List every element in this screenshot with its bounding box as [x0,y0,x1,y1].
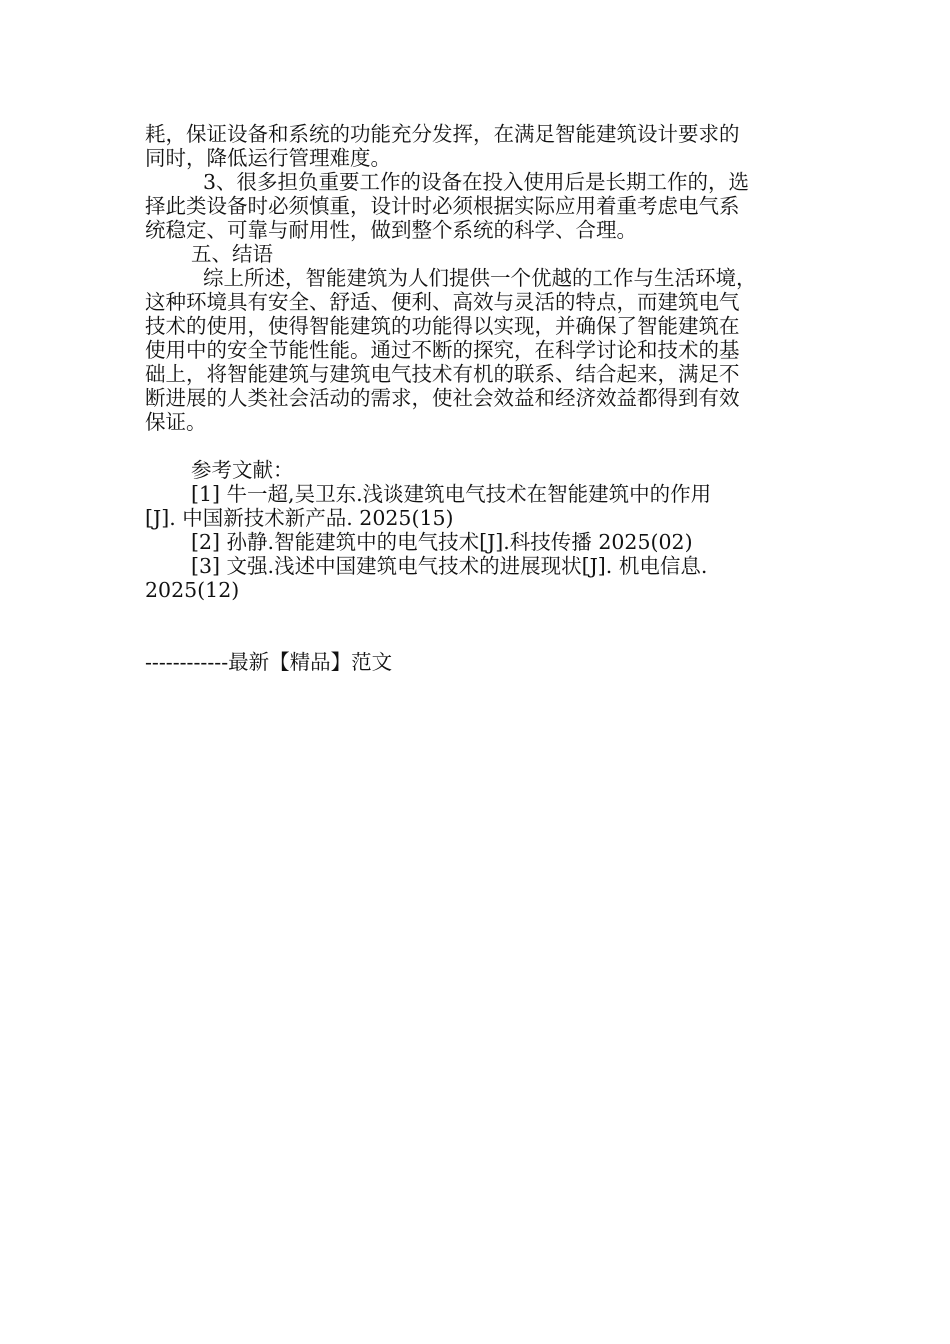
text-line: 这种环境具有安全、舒适、便利、高效与灵活的特点，而建筑电气 [145,290,740,314]
text-line: 同时，降低运行管理难度。 [145,146,391,170]
paragraph-3 [145,266,795,434]
text-line: 技术的使用，使得智能建筑的功能得以实现，并确保了智能建筑在 [145,314,740,338]
text-line: 耗，保证设备和系统的功能充分发挥，在满足智能建筑设计要求的 [145,122,740,146]
references-heading: 参考文献： [191,458,294,482]
text-line: 择此类设备时必须慎重，设计时必须根据实际应用着重考虑电气系 [145,194,740,218]
blank-line [145,434,795,458]
text-line: 础上，将智能建筑与建筑电气技术有机的联系、结合起来，满足不 [145,362,740,386]
text-line: 3、很多担负重要工作的设备在投入使用后是长期工作的，选 [203,170,750,194]
paragraph-1 [145,122,795,170]
text-line: 断进展的人类社会活动的需求，使社会效益和经济效益都得到有效 [145,386,740,410]
references-section [145,458,795,602]
reference-item-2: [2] 孙静.智能建筑中的电气技术[J].科技传播 2025(02) [191,530,693,554]
paragraph-2 [145,170,795,242]
document-page [145,122,795,674]
text-line: 使用中的安全节能性能。通过不断的探究，在科学讨论和技术的基 [145,338,740,362]
text-line: 保证。 [145,410,207,434]
reference-item-1-cont: [J]. 中国新技术新产品. 2025(15) [145,506,454,530]
blank-line [145,602,795,650]
footer-text: ------------最新【精品】范文 [145,650,393,674]
reference-item-3-cont: 2025(12) [145,578,240,602]
text-line: 统稳定、可靠与耐用性，做到整个系统的科学、合理。 [145,218,637,242]
section-heading: 五、结语 [191,242,273,266]
reference-item-1: [1] 牛一超,吴卫东.浅谈建筑电气技术在智能建筑中的作用 [191,482,712,506]
text-line: 综上所述，智能建筑为人们提供一个优越的工作与生活环境， [203,266,757,290]
reference-item-3: [3] 文强.浅述中国建筑电气技术的进展现状[J]. 机电信息. [191,554,708,578]
